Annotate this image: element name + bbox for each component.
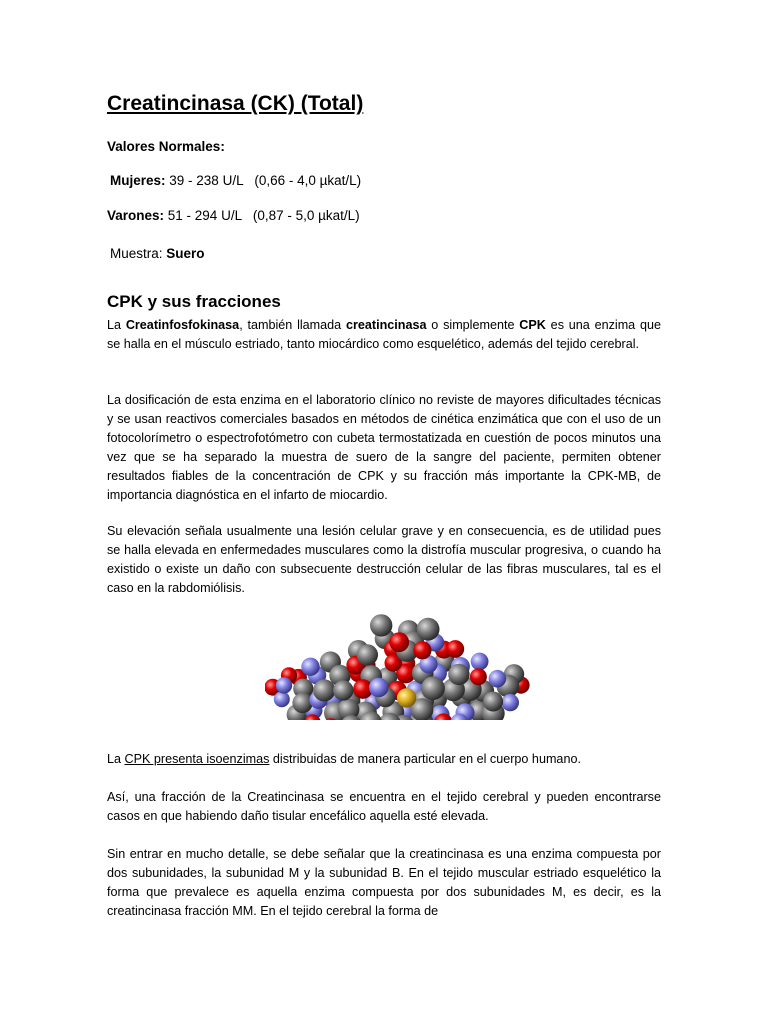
atom-sphere (301, 658, 319, 676)
paragraph-3: Su elevación señala usualmente una lesión celular grave y en consecuencia, es de utilidad pues se halla elevada en enfermedades musculares como la distrofía muscular progresiva, o cuando ha existido o existe un daño con subsecuente destrucción celular de las fibras musculares, tal es el caso en la rabdomiólisis. (107, 524, 661, 595)
valores-normales-label: Valores Normales: (107, 139, 225, 154)
p1-text-2: , también llamada (239, 318, 346, 332)
atom-sphere (313, 679, 335, 701)
muestra-value: Suero (166, 246, 205, 261)
atom-sphere (421, 676, 445, 700)
atom-sphere (489, 670, 507, 688)
paragraph-6: Sin entrar en mucho detalle, se debe señalar que la creatincinasa es una enzima compuesta por dos subunidades, la subunidad M y la subunidad B. En el tejido muscular estriado esquelético la forma que prevalece es aquella enzima compuesta por dos subunidades M, es decir, es la creatincinasa fracción MM. En el tejido cerebral la forma de (107, 847, 661, 918)
cpk-isoenzimas-link[interactable]: CPK presenta isoenzimas (124, 752, 270, 766)
atom-sphere (274, 691, 290, 707)
atom-sphere (333, 680, 353, 700)
p1-bold-cpk: CPK (519, 318, 546, 332)
atom-sphere (370, 614, 392, 636)
atom-sphere (413, 641, 431, 659)
atom-sphere (470, 668, 487, 685)
mujeres-line (110, 173, 361, 188)
p4-text-2: distribuidas de manera particular en el cuerpo humano. (269, 752, 581, 766)
p1-bold-creatincinasa: creatincinasa (345, 318, 427, 332)
mujeres-value: 39 - 238 U/L (0,66 - 4,0 µkat/L) (165, 173, 362, 188)
varones-value: 51 - 294 U/L (0,87 - 5,0 µkat/L) (164, 208, 360, 223)
atom-sphere (369, 678, 389, 698)
varones-label: Varones: (107, 208, 165, 223)
p4-text-1: La (107, 752, 125, 766)
paragraph-1 (107, 316, 661, 354)
p1-text-3: o simplemente (426, 318, 520, 332)
molecule-space-filling-image (265, 608, 537, 720)
atom-sphere (446, 640, 464, 658)
atom-sphere (502, 694, 519, 711)
atom-sphere (357, 644, 378, 665)
paragraph-4 (107, 750, 661, 769)
atom-sphere (417, 618, 440, 641)
section-title: CPK y sus fracciones (107, 292, 281, 311)
atom-sphere (483, 692, 503, 712)
atom-sphere (471, 653, 489, 671)
varones-line (107, 208, 360, 223)
atom-sphere (389, 632, 409, 652)
muestra-label: Muestra: (110, 246, 167, 261)
muestra-line (110, 246, 205, 261)
atom-sphere (448, 664, 469, 685)
paragraph-5: Así, una fracción de la Creatincinasa se encuentra en el tejido cerebral y pueden encontrarse casos en que habiendo daño tisular encefálico aquella esté elevada. (107, 790, 661, 823)
mujeres-label: Mujeres: (110, 173, 166, 188)
p1-bold-creatinfosfokinasa: Creatinfosfokinasa (125, 318, 240, 332)
page-title: Creatincinasa (CK) (Total) (107, 92, 364, 115)
paragraph-2: La dosificación de esta enzima en el laboratorio clínico no reviste de mayores dificultades técnicas y se usan reactivos comerciales basados en métodos de cinética enzimática que con el uso de un fotocolorímetro o espectrofotómetro con cubeta termostatizada en cuestión de pocos minutos una vez que se ha separado la muestra de suero de la sangre del paciente, permiten obtener resultados fiables de la concentración de CPK y su fracción más importante la CPK-MB, de importancia diagnóstica en el infarto de miocardio. (107, 393, 661, 502)
atom-sphere (397, 688, 416, 707)
atom-sphere (292, 693, 312, 713)
p1-text-1: La (107, 318, 126, 332)
p1-text-4: es una enzima que se halla en el músculo estriado, tanto miocárdico como esquelético, además del tejido cerebral. (107, 318, 661, 351)
atom-sphere (276, 677, 292, 693)
